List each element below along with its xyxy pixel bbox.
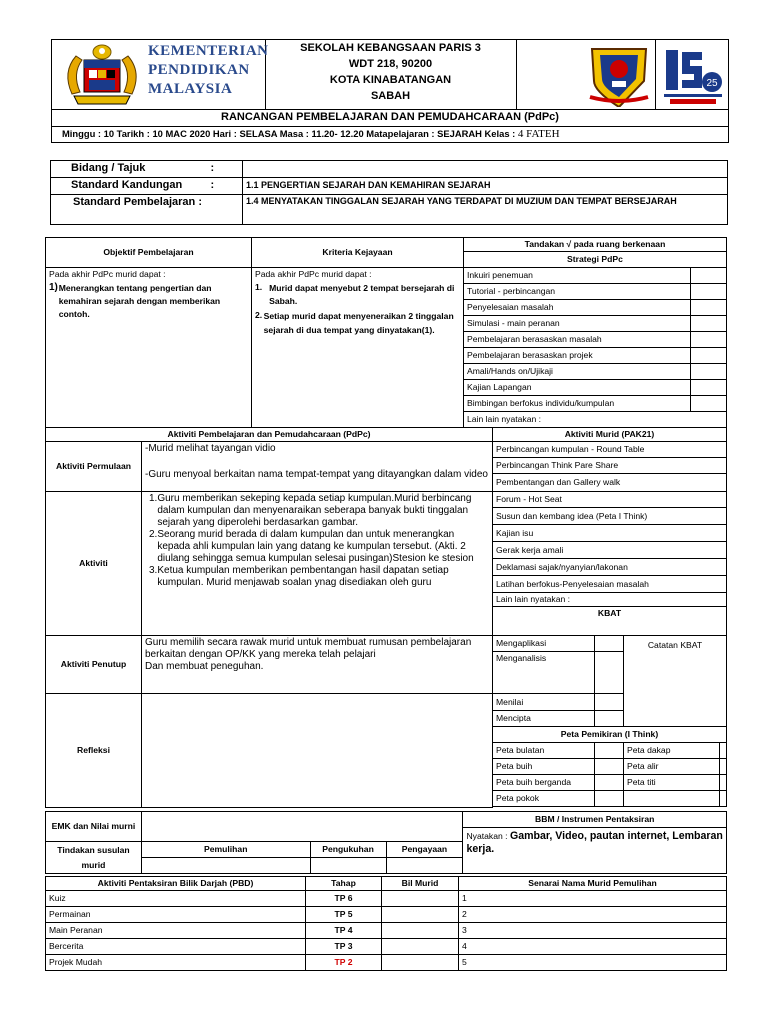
logo-25-text: 25	[706, 78, 718, 89]
kbat-check[interactable]	[595, 711, 624, 727]
ithink-header: Peta Pemikiran (I Think)	[493, 727, 727, 743]
strategi-check[interactable]	[691, 316, 727, 332]
pak21-header: Aktiviti Murid (PAK21)	[493, 428, 727, 442]
pak21-item: Pembentangan dan Gallery walk	[493, 474, 727, 492]
school-address: WDT 218, 90200	[348, 58, 433, 70]
aktiviti-label: Aktiviti	[46, 492, 142, 636]
strategi-item: Simulasi - main peranan	[464, 316, 691, 332]
permulaan-content: -Murid melihat tayangan vidio -Guru menyoal berkaitan nama tempat-tempat yang ditayangkan dalam video	[142, 442, 493, 492]
pbd-row: Bercerita TP 3 4	[46, 939, 727, 955]
pbd-row: Main Peranan TP 4 3	[46, 923, 727, 939]
pak21-item: Deklamasi sajak/nyanyian/lakonan	[493, 559, 727, 576]
aktiviti-content: 1. Guru memberikan sekeping kepada setiap kumpulan.Murid berbincang dalam kumpulan dan menyenaraikan seberapa banyak bukti tinggalan sejarah yang diperolehi berdasarkan gambar. 2. Seorang murid berada di dalam kumpulan dan untuk menerangkan kepada ahli kumpulan lain yang datang ke kumpulan tersebut. (Akti. 2 diulang sehingga semua kumpulan selesai pusingan)Stesion ke stesion 3. Ketua kumpulan memberikan pembentangan hasil dapatan setiap kumpulan. Murid menjawab soalan ynag disediakan oleh guru	[142, 492, 493, 636]
pak21-item: Perbincangan Think Pare Share	[493, 458, 727, 474]
ithink-check[interactable]	[595, 775, 624, 791]
header-block	[51, 39, 729, 143]
strategi-check[interactable]	[691, 284, 727, 300]
strategi-check[interactable]	[691, 348, 727, 364]
pbd-header: Aktiviti Pentaksiran Bilik Darjah (PBD)	[46, 877, 306, 891]
pbd-row: Projek Mudah TP 2 5	[46, 955, 727, 971]
objektif-header: Objektif Pembelajaran	[46, 238, 252, 268]
ministry-name-2: PENDIDIKAN	[148, 62, 250, 78]
ithink-check[interactable]	[720, 791, 727, 807]
strategi-item: Pembelajaran berasaskan masalah	[464, 332, 691, 348]
ithink-item: Peta titi	[624, 775, 720, 791]
kbat-header: KBAT	[493, 607, 727, 636]
document-title: RANCANGAN PEMBELAJARAN DAN PEMUDAHCARAAN (PdPc)	[221, 111, 559, 123]
lesson-info-text: Minggu : 10 Tarikh : 10 MAC 2020 Hari : SELASA Masa : 11.20- 12.20 Matapelajaran : SEJARAH Kelas :	[62, 128, 516, 139]
strategi-check[interactable]	[691, 300, 727, 316]
pengayaan-value	[386, 858, 463, 874]
school-district: KOTA KINABATANGAN	[329, 74, 452, 86]
ithink-item: Peta pokok	[493, 791, 595, 807]
pak21-item: Latihan berfokus-Penyelesaian masalah	[493, 576, 727, 593]
sp-value: 1.4 MENYATAKAN TINGGALAN SEJARAH YANG TERDAPAT DI MUZIUM DAN TEMPAT BERSEJARAH	[243, 194, 728, 224]
ithink-item: Peta alir	[624, 759, 720, 775]
permulaan-label: Aktiviti Permulaan	[46, 442, 142, 492]
ithink-check[interactable]	[720, 759, 727, 775]
emk-table	[45, 811, 727, 874]
tahap-header: Tahap	[306, 877, 382, 891]
sk-label: Standard Kandungan :	[51, 177, 243, 194]
strategi-item: Pembelajaran berasaskan projek	[464, 348, 691, 364]
ithink-check[interactable]	[720, 743, 727, 759]
kbat-check[interactable]	[595, 636, 624, 652]
pak21-item: Forum - Hot Seat	[493, 492, 727, 508]
ministry-name-1: KEMENTERIAN	[148, 43, 269, 59]
kbat-check[interactable]	[595, 652, 624, 694]
kelas-value: 4 FATEH	[517, 128, 560, 140]
pak21-item: Susun dan kembang idea (Peta I Think)	[493, 508, 727, 525]
ithink-check[interactable]	[595, 759, 624, 775]
refleksi-label: Refleksi	[46, 694, 142, 808]
strategi-check[interactable]	[691, 364, 727, 380]
sp-label: Standard Pembelajaran :	[51, 194, 243, 224]
pengukuhan-header: Pengukuhan	[310, 842, 386, 858]
pbd-row: Permainan TP 5 2	[46, 907, 727, 923]
strategi-check[interactable]	[691, 268, 727, 284]
ithink-item: Peta dakap	[624, 743, 720, 759]
kriteria-header: Kriteria Kejayaan	[252, 238, 464, 268]
bidang-value	[243, 161, 728, 178]
ithink-check[interactable]	[595, 743, 624, 759]
sk-value: 1.1 PENGERTIAN SEJARAH DAN KEMAHIRAN SEJARAH	[243, 177, 728, 194]
school-state: SABAH	[370, 90, 411, 102]
ministry-name-3: MALAYSIA	[148, 81, 233, 97]
ithink-item: Peta bulatan	[493, 743, 595, 759]
pemulihan-value	[141, 858, 310, 874]
bbm-header: BBM / Instrumen Pentaksiran	[463, 812, 727, 828]
emk-content	[141, 812, 463, 842]
bidang-label: Bidang / Tajuk :	[51, 161, 243, 178]
school-badge-icon	[586, 41, 652, 107]
penutup-label: Aktiviti Penutup	[46, 636, 142, 694]
anniversary-logo-icon	[660, 42, 726, 106]
kbat-item: Menganalisis	[493, 652, 595, 694]
pbd-row: Kuiz TP 6 1	[46, 891, 727, 907]
school-name: SEKOLAH KEBANGSAAN PARIS 3	[300, 42, 481, 54]
bbm-content: Nyatakan : Gambar, Video, pautan internet, Lembaran kerja.	[463, 828, 727, 874]
ithink-item: Peta buih	[493, 759, 595, 775]
objective-table	[45, 237, 727, 428]
tindakan-label: Tindakan susulan murid	[46, 842, 142, 874]
pak21-item: Perbincangan kumpulan - Round Table	[493, 442, 727, 458]
penutup-content: Guru memilih secara rawak murid untuk membuat rumusan pembelajaran berkaitan dengan OP/KK yang mereka telah pelajari Dan membuat peneguhan.	[142, 636, 493, 694]
ithink-check[interactable]	[720, 775, 727, 791]
strategi-item: Inkuiri penemuan	[464, 268, 691, 284]
lesson-info-line	[62, 128, 560, 140]
strategi-check[interactable]	[691, 332, 727, 348]
strategi-item: Bimbingan berfokus individu/kumpulan	[464, 396, 691, 412]
strategi-item: Penyelesaian masalah	[464, 300, 691, 316]
senarai-header: Senarai Nama Murid Pemulihan	[459, 877, 727, 891]
strategi-check[interactable]	[691, 396, 727, 412]
pbd-table	[45, 876, 727, 971]
strategi-item: Lain lain nyatakan :	[464, 412, 727, 428]
tandakan-header: Tandakan √ pada ruang berkenaan	[464, 238, 727, 252]
kriteria-cell: Pada akhir PdPc murid dapat : 1. Murid dapat menyebut 2 tempat bersejarah di Sabah. 2. Setiap murid dapat menyeneraikan 2 tinggalan sejarah di dua tempat yang dinyatakan(1).	[252, 268, 464, 428]
bil-murid-header: Bil Murid	[382, 877, 459, 891]
kbat-item: Mengaplikasi	[493, 636, 595, 652]
pak21-item: Lain lain nyatakan :	[493, 593, 727, 607]
strategi-item: Kajian Lapangan	[464, 380, 691, 396]
kbat-item: Mencipta	[493, 711, 595, 727]
topic-table	[50, 160, 728, 225]
kbat-check[interactable]	[595, 694, 624, 711]
activity-table	[45, 427, 727, 808]
catatan-kbat: Catatan KBAT	[624, 636, 727, 727]
strategi-header: Strategi PdPc	[464, 252, 727, 268]
ithink-check[interactable]	[595, 791, 624, 807]
ithink-item: Peta buih berganda	[493, 775, 595, 791]
kbat-item: Menilai	[493, 694, 595, 711]
tp2-value: TP 2	[306, 955, 382, 971]
ithink-item	[624, 791, 720, 807]
pemulihan-header: Pemulihan	[141, 842, 310, 858]
pengukuhan-value	[310, 858, 386, 874]
malaysia-crest-icon	[58, 42, 146, 106]
objektif-cell: Pada akhir PdPc murid dapat : 1) Menerangkan tentang pengertian dan kemahiran sejarah dengan memberikan contoh.	[46, 268, 252, 428]
pdpc-activity-header: Aktiviti Pembelajaran dan Pemudahcaraan (PdPc)	[46, 428, 493, 442]
emk-label: EMK dan Nilai murni	[46, 812, 142, 842]
strategi-item: Tutorial - perbincangan	[464, 284, 691, 300]
pak21-item: Kajian isu	[493, 525, 727, 542]
strategi-item: Amali/Hands on/Ujikaji	[464, 364, 691, 380]
strategi-check[interactable]	[691, 380, 727, 396]
pak21-item: Gerak kerja amali	[493, 542, 727, 559]
pengayaan-header: Pengayaan	[386, 842, 463, 858]
refleksi-content	[142, 694, 493, 808]
